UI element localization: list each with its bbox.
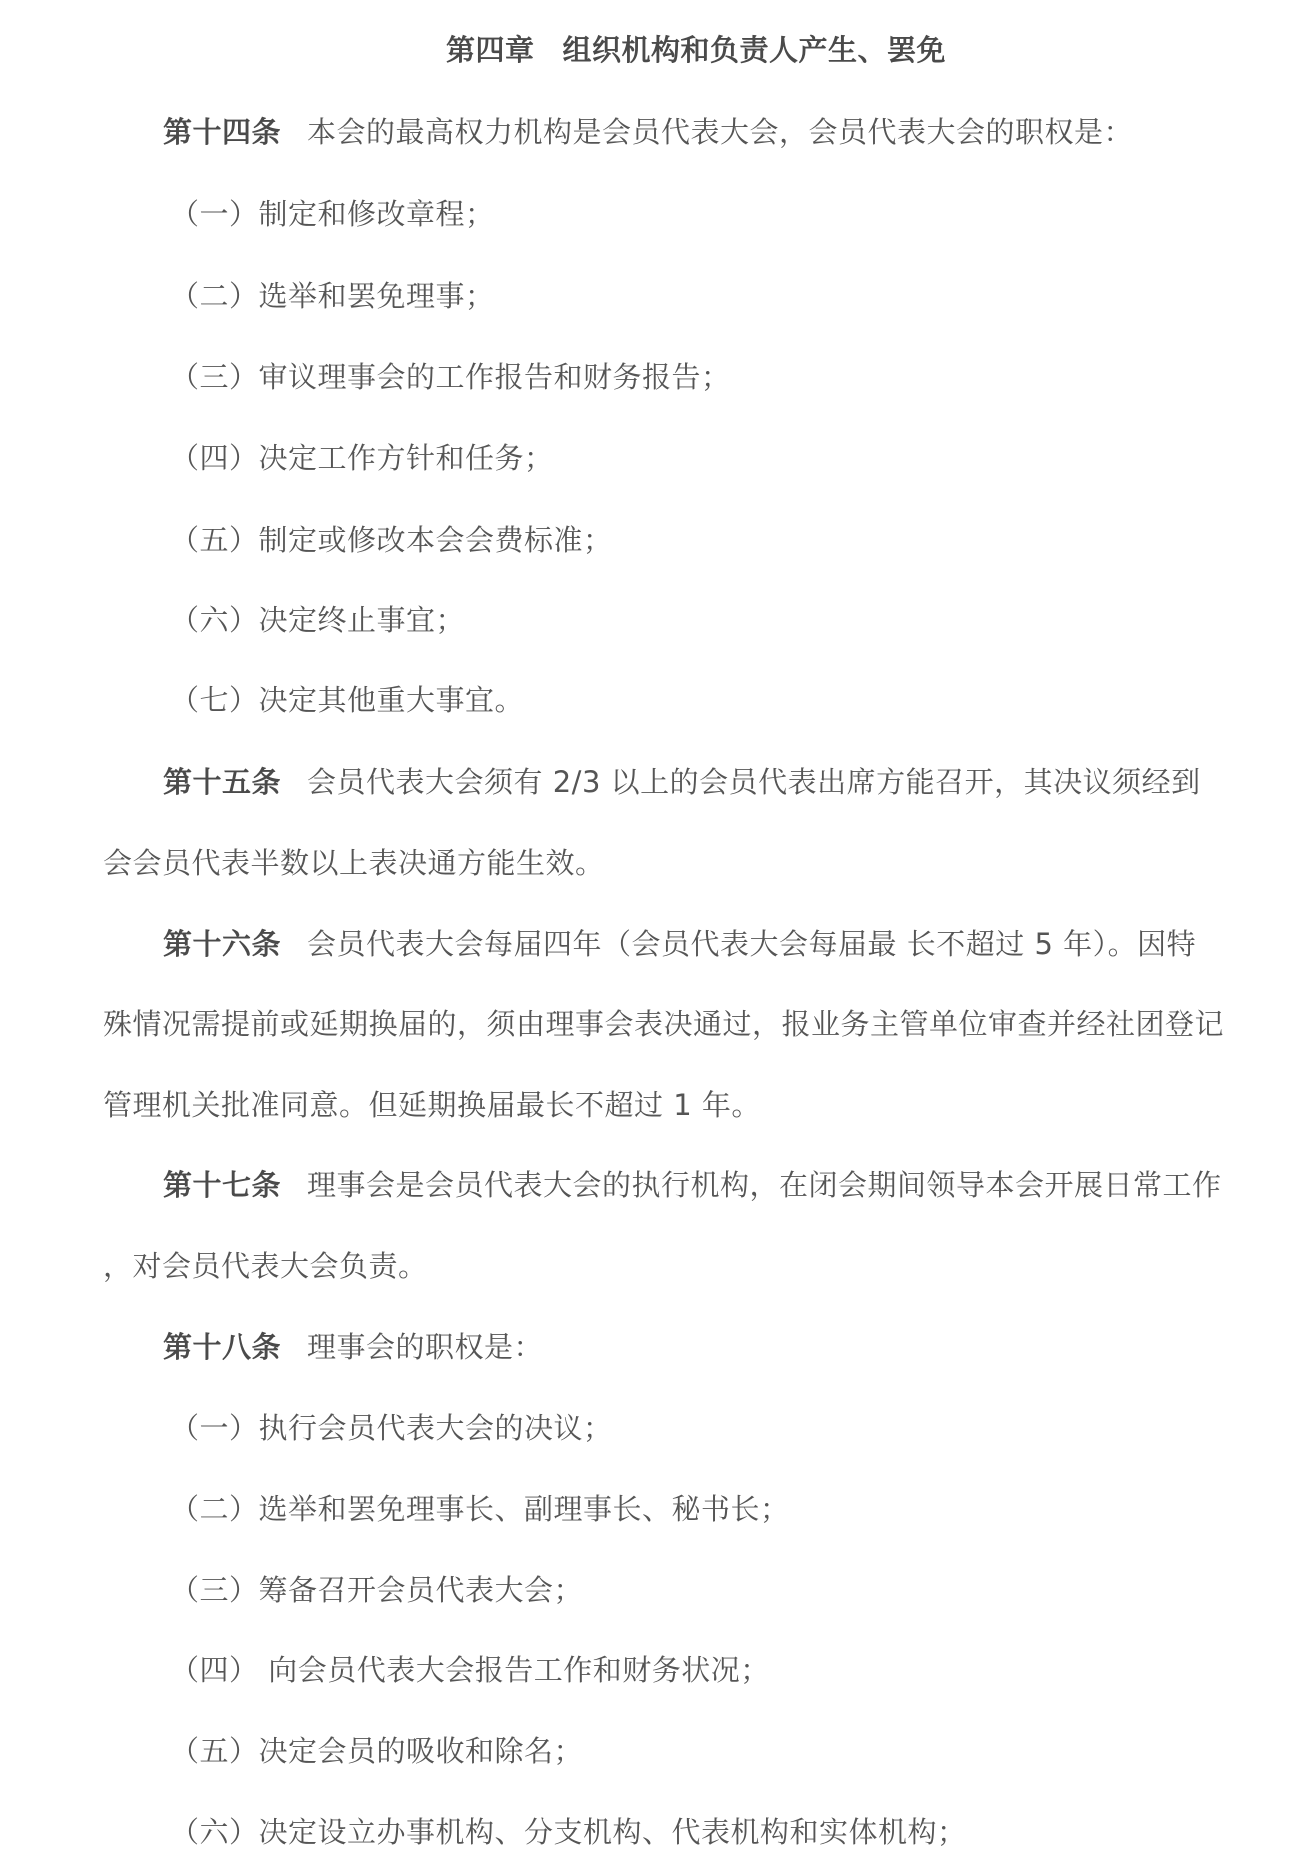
article-15-text-1: 会员代表大会须有 2/3 以上的会员代表出席方能召开，其决议须经到	[307, 765, 1201, 799]
art18-item-3: （三）筹备召开会员代表大会；	[170, 1573, 584, 1607]
article-14	[163, 112, 1133, 152]
chapter-heading	[446, 30, 946, 70]
art18-item-2: （二）选举和罢免理事长、副理事长、秘书长；	[170, 1492, 790, 1526]
art18-item-1: （一）执行会员代表大会的决议；	[170, 1411, 613, 1445]
art14-item-7: （七）决定其他重大事宜。	[170, 683, 525, 717]
article-17	[163, 1165, 1222, 1205]
article-18	[163, 1327, 543, 1367]
article-17-text-2: ，对会员代表大会负责。	[103, 1249, 428, 1283]
article-16	[163, 924, 1196, 964]
article-14-label: 第十四条	[163, 115, 282, 149]
art14-item-1: （一）制定和修改章程；	[170, 197, 495, 231]
article-16-text-1: 会员代表大会每届四年（会员代表大会每届最 长不超过 5 年）。因特	[307, 927, 1197, 961]
chapter-number: 第四章	[446, 33, 535, 67]
art18-item-4: （四） 向会员代表大会报告工作和财务状况；	[170, 1653, 770, 1687]
article-14-text: 本会的最高权力机构是会员代表大会，会员代表大会的职权是：	[307, 115, 1134, 149]
art14-item-3: （三）审议理事会的工作报告和财务报告；	[170, 360, 731, 394]
art18-item-6: （六）决定设立办事机构、分支机构、代表机构和实体机构；	[170, 1815, 967, 1849]
art14-item-6: （六）决定终止事宜；	[170, 603, 466, 637]
article-15-label: 第十五条	[163, 765, 282, 799]
article-16-label: 第十六条	[163, 927, 282, 961]
article-17-label: 第十七条	[163, 1168, 282, 1202]
article-17-text-1: 理事会是会员代表大会的执行机构，在闭会期间领导本会开展日常工作	[307, 1168, 1222, 1202]
article-15	[163, 762, 1201, 802]
art14-item-2: （二）选举和罢免理事；	[170, 279, 495, 313]
chapter-title: 组织机构和负责人产生、罢免	[562, 33, 947, 67]
art14-item-4: （四）决定工作方针和任务；	[170, 441, 554, 475]
article-16-text-2: 殊情况需提前或延期换届的，须由理事会表决通过，报业务主管单位审查并经社团登记	[103, 1007, 1225, 1041]
article-16-text-3: 管理机关批准同意。但延期换届最长不超过 1 年。	[103, 1088, 761, 1122]
article-18-text: 理事会的职权是：	[307, 1330, 544, 1364]
article-18-label: 第十八条	[163, 1330, 282, 1364]
art18-item-5: （五）决定会员的吸收和除名；	[170, 1734, 584, 1768]
article-15-text-2: 会会员代表半数以上表决通方能生效。	[103, 846, 605, 880]
art14-item-5: （五）制定或修改本会会费标准；	[170, 523, 613, 557]
